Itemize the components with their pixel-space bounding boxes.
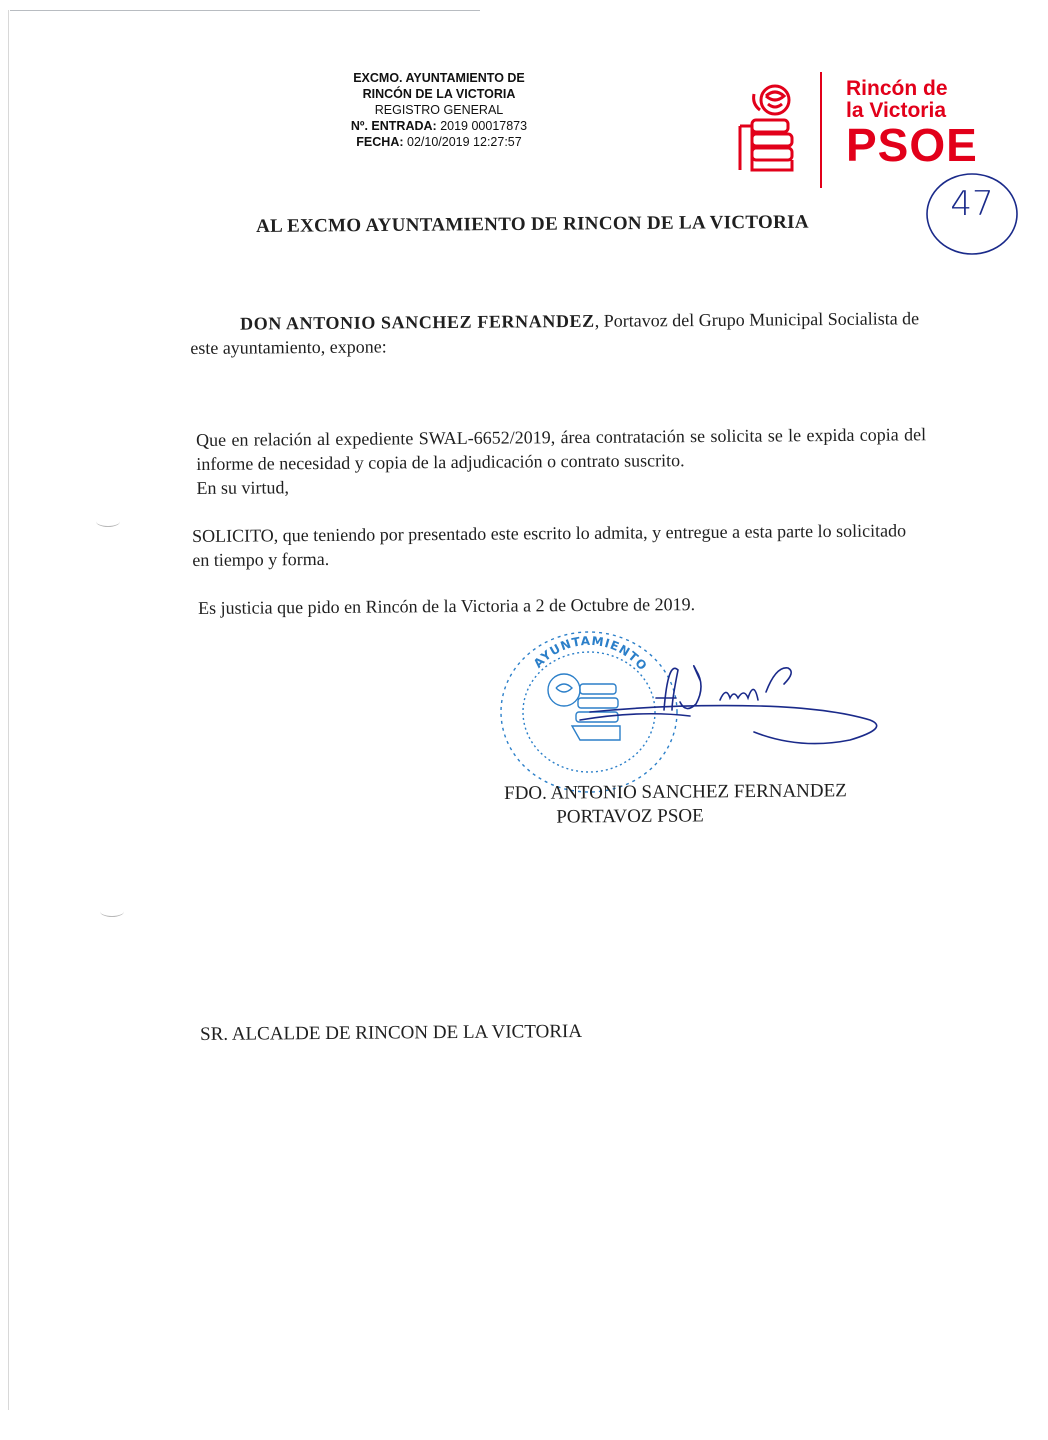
signer-title: PORTAVOZ PSOE xyxy=(556,805,704,828)
signer-name: FDO. ANTONIO SANCHEZ FERNANDEZ xyxy=(504,780,847,804)
logo-line-1: Rincón de xyxy=(846,77,948,100)
solicito-paragraph: SOLICITO, que teniendo por presentado este escrito lo admita, y entregue a esta parte lo solicitado en tiempo y forma. xyxy=(192,520,907,570)
document-heading: AL EXCMO AYUNTAMIENTO DE RINCON DE LA VICTORIA xyxy=(256,211,809,237)
applicant-name: DON ANTONIO SANCHEZ FERNANDEZ xyxy=(240,310,595,334)
logo-divider xyxy=(820,72,822,188)
closing-paragraph: Es justicia que pido en Rincón de la Victoria a 2 de Octubre de 2019. xyxy=(198,594,696,618)
psoe-logo-text xyxy=(846,77,978,171)
punch-hole-mark xyxy=(100,906,124,917)
scan-left-edge xyxy=(8,10,9,1410)
intro-text: , Portavoz del Grupo Municipal Socialista de este ayuntamiento, expone: xyxy=(190,308,920,358)
punch-hole-mark xyxy=(96,516,120,527)
stamp-entry xyxy=(318,118,560,134)
signature-block xyxy=(504,779,847,830)
stamp-line-1: EXCMO. AYUNTAMIENTO DE xyxy=(353,71,525,85)
stamp-date xyxy=(318,134,560,150)
registry-stamp xyxy=(318,70,560,150)
stamp-entry-value: 2019 00017873 xyxy=(440,119,528,133)
request-paragraph xyxy=(196,422,927,500)
seal-arc-text: AYUNTAMIENTO xyxy=(530,633,651,674)
stamp-line-2: RINCÓN DE LA VICTORIA xyxy=(362,87,516,101)
intro-paragraph xyxy=(190,306,920,360)
addressee: SR. ALCALDE DE RINCON DE LA VICTORIA xyxy=(200,1021,583,1045)
virtue-text: En su virtud, xyxy=(196,477,290,498)
request-text: Que en relación al expediente SWAL-6652/2019, área contratación se solicita se le expida copia del informe de necesidad y copia de la adjudicación o contrato suscrito. xyxy=(196,424,927,474)
scan-edge-line xyxy=(10,10,480,11)
stamp-entry-label: Nº. ENTRADA: xyxy=(350,119,437,133)
stamp-date-label: FECHA: xyxy=(356,135,404,149)
page-number: 47 xyxy=(950,184,994,224)
handwritten-signature xyxy=(560,640,890,750)
logo-line-2: la Victoria xyxy=(846,99,946,122)
logo-line-3: PSOE xyxy=(846,119,978,171)
stamp-date-value: 02/10/2019 12:27:57 xyxy=(407,135,522,149)
stamp-line-3: REGISTRO GENERAL xyxy=(374,103,504,117)
page-number-annotation xyxy=(924,170,1020,258)
